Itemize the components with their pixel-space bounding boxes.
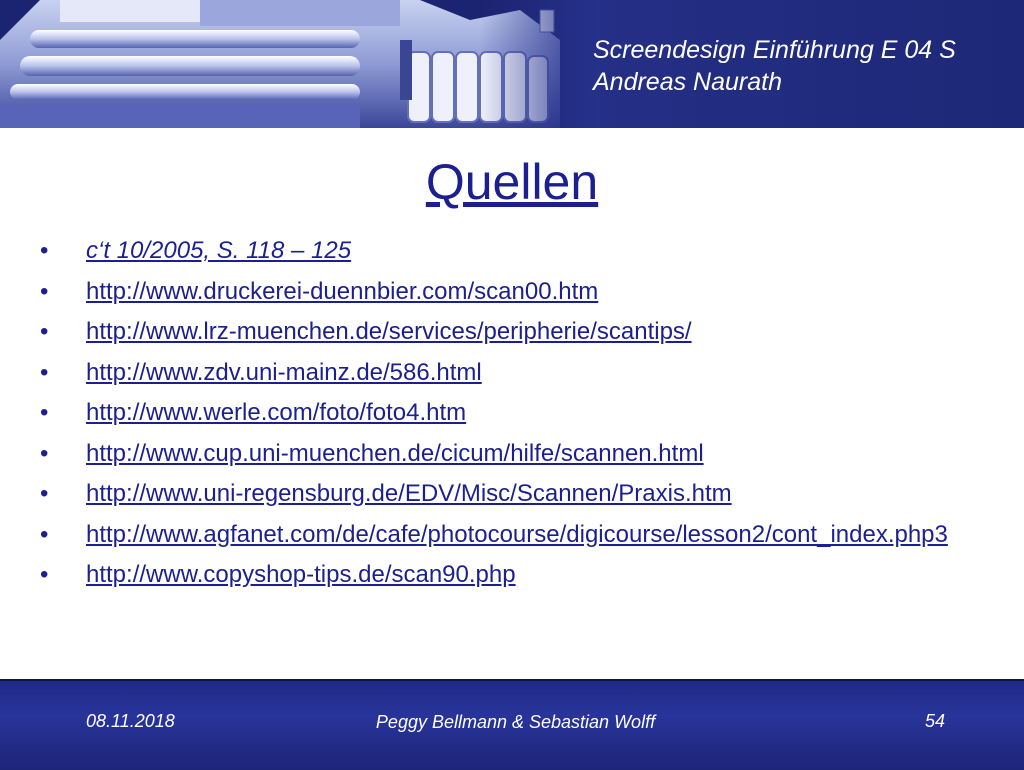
bullet-icon: • (40, 520, 49, 548)
list-item (40, 277, 990, 307)
bullet-icon: • (40, 277, 49, 305)
source-list (40, 236, 990, 601)
source-link-ct[interactable]: c‘t 10/2005, S. 118 – 125 (86, 237, 352, 264)
bullet-icon: • (40, 561, 49, 588)
footer-band (0, 679, 1024, 770)
source-link-werle[interactable]: http://www.werle.com/foto/foto4.htm (86, 399, 467, 426)
list-item (40, 439, 990, 469)
bullet-icon: • (40, 237, 49, 264)
bullet-icon: • (40, 480, 49, 507)
header-course-title: Screendesign Einführung E 04 S (593, 36, 956, 64)
source-link-druckerei-duennbier[interactable]: http://www.druckerei-duennbier.com/scan00.htm (86, 277, 599, 305)
header-title (593, 34, 1013, 98)
source-link-zdv-uni-mainz[interactable]: http://www.zdv.uni-mainz.de/586.html (86, 358, 482, 386)
footer-date: 08.11.2018 (86, 711, 175, 731)
source-link-lrz-muenchen[interactable]: http://www.lrz-muenchen.de/services/peripherie/scantips/ (86, 318, 692, 345)
source-link-uni-regensburg[interactable]: http://www.uni-regensburg.de/EDV/Misc/Scannen/Praxis.htm (86, 480, 732, 507)
list-item (40, 236, 990, 266)
list-item (40, 560, 990, 590)
list-item (40, 479, 990, 509)
slide-title: Quellen (425, 154, 599, 210)
footer-page-number: 54 (924, 711, 945, 731)
source-link-copyshop-tips[interactable]: http://www.copyshop-tips.de/scan90.php (86, 561, 516, 588)
bullet-icon: • (40, 439, 49, 467)
list-item (40, 358, 990, 388)
footer-author: Peggy Bellmann & Sebastian Wolff (375, 712, 656, 732)
bullet-icon: • (40, 318, 49, 345)
bullet-icon: • (40, 358, 49, 386)
list-item (40, 317, 990, 347)
list-item (40, 398, 990, 428)
source-link-cup-uni-muenchen[interactable]: http://www.cup.uni-muenchen.de/cicum/hilfe/scannen.html (86, 439, 704, 467)
header-band (0, 0, 1024, 128)
bullet-icon: • (40, 399, 49, 426)
printer-photo-icon (0, 0, 600, 128)
list-item (40, 520, 990, 550)
source-link-agfanet[interactable]: http://www.agfanet.com/de/cafe/photocourse/digicourse/lesson2/cont_index.php3 (86, 520, 948, 548)
header-lecturer-name: Andreas Naurath (593, 68, 783, 96)
